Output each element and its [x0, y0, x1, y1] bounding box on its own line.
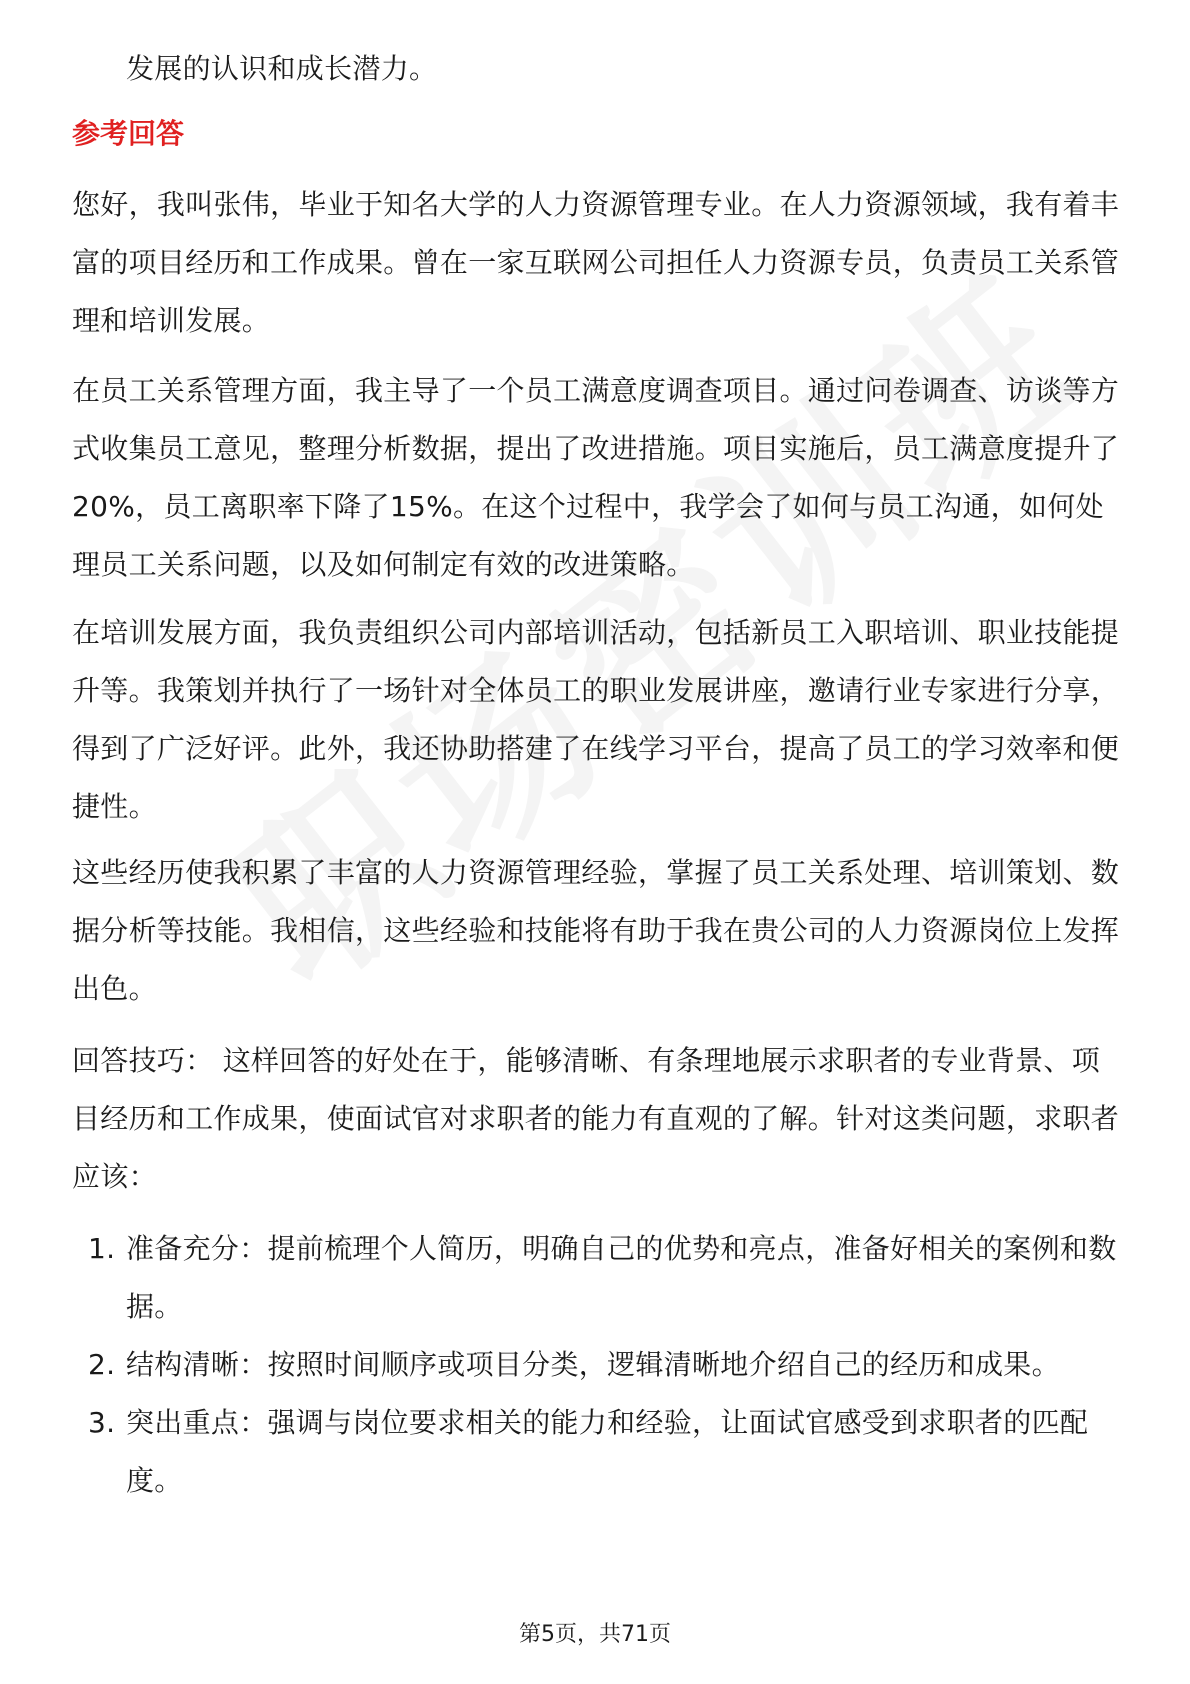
tips-list: [72, 1220, 1124, 1510]
list-number: 2.: [88, 1348, 116, 1381]
paragraph-employee-relations: 在员工关系管理方面，我主导了一个员工满意度调查项目。通过问卷调查、访谈等方式收集员工意见，整理分析数据，提出了改进措施。项目实施后，员工满意度提升了20%，员工离职率下降了15%。在这个过程中，我学会了如何与员工沟通，如何处理员工关系问题，以及如何制定有效的改进策略。: [72, 374, 1120, 581]
list-number: 1.: [88, 1232, 116, 1265]
paragraph-summary: 这些经历使我积累了丰富的人力资源管理经验，掌握了员工关系处理、培训策划、数据分析等技能。我相信，这些经验和技能将有助于我在贵公司的人力资源岗位上发挥出色。: [72, 856, 1120, 1005]
list-item-text: 准备充分：提前梳理个人简历，明确自己的优势和亮点，准备好相关的案例和数据。: [126, 1232, 1117, 1323]
list-number: 3.: [88, 1406, 116, 1439]
answer-heading: 参考回答: [72, 117, 185, 150]
list-item: [72, 1394, 1124, 1510]
list-item-text: 突出重点：强调与岗位要求相关的能力和经验，让面试官感受到求职者的匹配度。: [126, 1406, 1089, 1497]
paragraph-tips-intro: 回答技巧： 这样回答的好处在于，能够清晰、有条理地展示求职者的专业背景、项目经历和工作成果，使面试官对求职者的能力有直观的了解。针对这类问题，求职者应该：: [72, 1044, 1120, 1193]
page-footer: 第5页，共71页: [519, 1622, 671, 1647]
list-item: [72, 1220, 1124, 1336]
paragraph-intro: 您好，我叫张伟，毕业于知名大学的人力资源管理专业。在人力资源领域，我有着丰富的项目经历和工作成果。曾在一家互联网公司担任人力资源专员，负责员工关系管理和培训发展。: [72, 188, 1120, 337]
continuation-text: 发展的认识和成长潜力。: [126, 52, 438, 85]
list-item: [72, 1336, 1124, 1394]
paragraph-training: 在培训发展方面，我负责组织公司内部培训活动，包括新员工入职培训、职业技能提升等。我策划并执行了一场针对全体员工的职业发展讲座，邀请行业专家进行分享，得到了广泛好评。此外，我还协助搭建了在线学习平台，提高了员工的学习效率和便捷性。: [72, 616, 1120, 823]
list-item-text: 结构清晰：按照时间顺序或项目分类，逻辑清晰地介绍自己的经历和成果。: [126, 1348, 1060, 1381]
